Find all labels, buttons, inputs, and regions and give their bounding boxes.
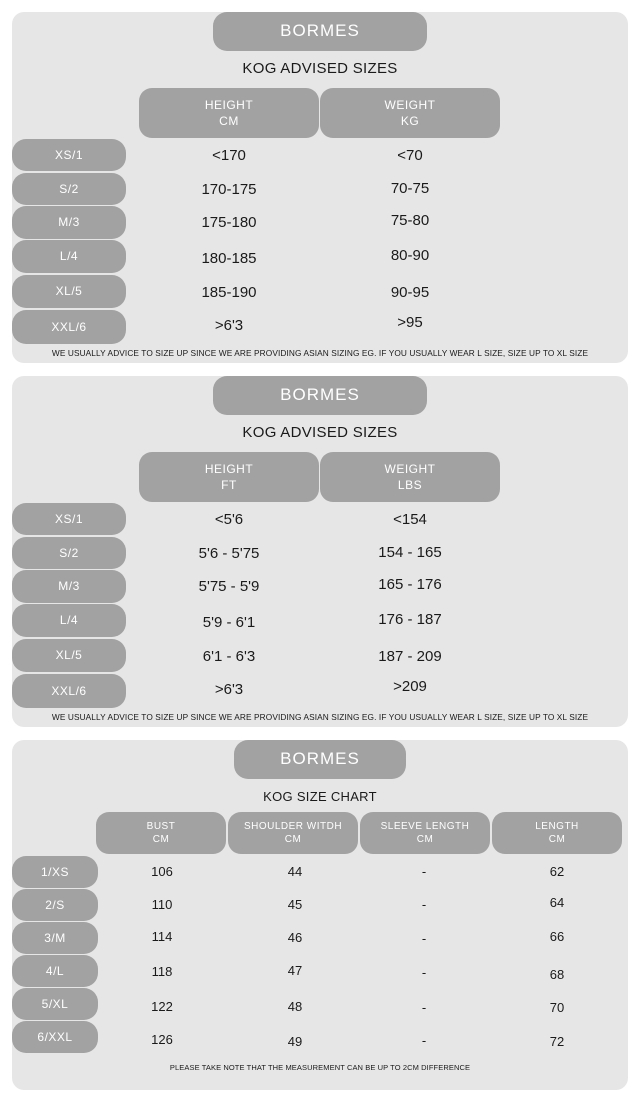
weight-value: <154: [393, 511, 427, 528]
size-chart-panel: [12, 740, 628, 1090]
length-value: 68: [549, 967, 565, 982]
shoulder-width-header: [228, 812, 358, 854]
header-line2: CM: [219, 114, 239, 128]
length-value: 62: [549, 864, 565, 879]
weight-value: >209: [393, 678, 427, 695]
bust-value: 118: [151, 964, 173, 979]
height-value: 5'75 - 5'9: [198, 578, 260, 595]
height-value: 175-180: [201, 214, 257, 231]
weight-header: [320, 88, 500, 138]
weight-header: [320, 452, 500, 502]
shoulder-value: 46: [287, 930, 303, 945]
height-value: >6'3: [214, 317, 244, 334]
bust-value: 114: [151, 929, 173, 944]
weight-value: <70: [397, 147, 423, 164]
measurement-note: PLEASE TAKE NOTE THAT THE MEASUREMENT CAN BE UP TO 2CM DIFFERENCE: [169, 1063, 471, 1072]
weight-value: >95: [397, 314, 423, 331]
size-label: XS/1: [12, 139, 126, 171]
header-line1: WEIGHT: [384, 97, 436, 112]
weight-value: 75-80: [390, 212, 430, 229]
weight-value: 187 - 209: [378, 648, 442, 665]
weight-value: 70-75: [390, 180, 430, 197]
shoulder-value: 44: [287, 864, 303, 879]
header-line1: HEIGHT: [204, 461, 254, 476]
sleeve-value: -: [421, 1033, 427, 1048]
header-line2: CM: [416, 834, 434, 845]
weight-value: 165 - 176: [378, 576, 442, 593]
header-line2: LBS: [397, 478, 423, 492]
brand-label: BORMES: [213, 376, 427, 415]
length-value: 66: [549, 929, 565, 944]
advised-sizes-imperial-panel: [12, 376, 628, 727]
sizing-note: WE USUALLY ADVICE TO SIZE UP SINCE WE ARE PROVIDING ASIAN SIZING EG. IF YOU USUALLY WEAR L SIZE, SIZE UP TO XL SIZE: [51, 348, 589, 358]
height-value: 180-185: [201, 250, 257, 267]
header-line2: KG: [400, 114, 420, 128]
header-line1: BUST: [146, 820, 176, 832]
shoulder-value: 48: [287, 999, 303, 1014]
section-title: KOG SIZE CHART: [263, 789, 377, 804]
size-label: XL/5: [12, 639, 126, 672]
weight-value: 176 - 187: [378, 611, 442, 628]
height-value: 5'6 - 5'75: [198, 545, 260, 562]
weight-value: 154 - 165: [378, 544, 442, 561]
size-label: S/2: [12, 173, 126, 205]
weight-value: 90-95: [390, 284, 430, 301]
size-label: M/3: [12, 206, 126, 239]
section-title: KOG ADVISED SIZES: [242, 424, 398, 441]
height-header: [139, 452, 319, 502]
header-line1: WEIGHT: [384, 461, 436, 476]
height-value: <170: [212, 147, 246, 164]
size-label: XS/1: [12, 503, 126, 535]
sleeve-value: -: [421, 1000, 427, 1015]
sleeve-value: -: [421, 965, 427, 980]
sizing-note: WE USUALLY ADVICE TO SIZE UP SINCE WE ARE PROVIDING ASIAN SIZING EG. IF YOU USUALLY WEAR L SIZE, SIZE UP TO XL SIZE: [51, 712, 589, 722]
length-value: 72: [549, 1034, 565, 1049]
size-label: M/3: [12, 570, 126, 603]
weight-value: 80-90: [390, 247, 430, 264]
shoulder-value: 47: [287, 963, 303, 978]
sleeve-length-header: [360, 812, 490, 854]
size-label: 5/XL: [12, 988, 98, 1020]
bust-value: 122: [151, 999, 173, 1014]
header-line1: LENGTH: [535, 820, 579, 832]
header-line1: SLEEVE LENGTH: [380, 820, 470, 832]
height-value: 5'9 - 6'1: [202, 614, 256, 631]
bust-value: 106: [151, 864, 173, 879]
header-line1: SHOULDER WITDH: [243, 820, 343, 832]
shoulder-value: 49: [287, 1034, 303, 1049]
length-value: 70: [549, 1000, 565, 1015]
sleeve-value: -: [421, 897, 427, 912]
section-title: KOG ADVISED SIZES: [242, 60, 398, 77]
height-value: 185-190: [201, 284, 257, 301]
size-label: 4/L: [12, 955, 98, 987]
header-line2: CM: [152, 834, 170, 845]
size-label: XL/5: [12, 275, 126, 308]
height-value: <5'6: [214, 511, 244, 528]
height-value: 6'1 - 6'3: [202, 648, 256, 665]
bust-value: 110: [151, 897, 173, 912]
size-label: 6/XXL: [12, 1021, 98, 1053]
size-label: L/4: [12, 604, 126, 637]
bust-header: [96, 812, 226, 854]
size-label: 3/M: [12, 922, 98, 954]
size-label: 2/S: [12, 889, 98, 921]
size-label: 1/XS: [12, 856, 98, 888]
shoulder-value: 45: [287, 897, 303, 912]
header-line1: HEIGHT: [204, 97, 254, 112]
height-header: [139, 88, 319, 138]
height-value: >6'3: [214, 681, 244, 698]
size-label: XXL/6: [12, 310, 126, 344]
header-line2: CM: [284, 834, 302, 845]
height-value: 170-175: [201, 181, 257, 198]
brand-label: BORMES: [234, 740, 406, 779]
length-value: 64: [549, 895, 565, 910]
header-line2: CM: [548, 834, 566, 845]
sleeve-value: -: [421, 864, 427, 879]
brand-label: BORMES: [213, 12, 427, 51]
size-label: XXL/6: [12, 674, 126, 708]
bust-value: 126: [151, 1032, 173, 1047]
advised-sizes-metric-panel: [12, 12, 628, 363]
header-line2: FT: [221, 478, 237, 492]
size-label: L/4: [12, 240, 126, 273]
size-label: S/2: [12, 537, 126, 569]
length-header: [492, 812, 622, 854]
sleeve-value: -: [421, 931, 427, 946]
